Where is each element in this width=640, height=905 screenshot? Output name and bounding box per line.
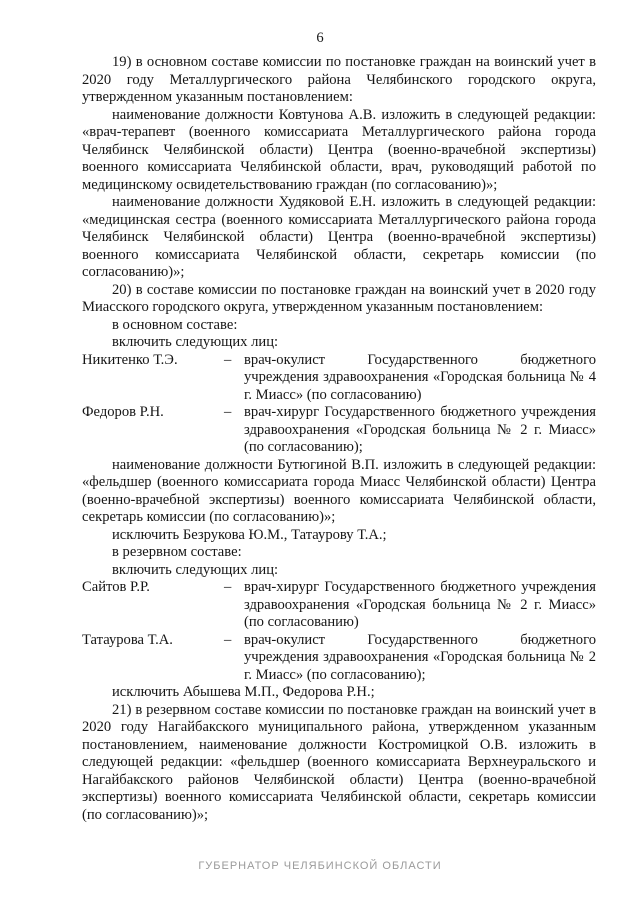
document-body	[82, 54, 596, 824]
include-persons-label: включить следующих лиц:	[112, 334, 279, 350]
exclude-persons-reserve: исключить Абышева М.П., Федорова Р.Н.;	[112, 684, 375, 700]
person-row	[82, 352, 596, 405]
person-position: врач-окулист Государственного бюджетного учреждения здравоохранения «Городская больница № 2 г. Миасс» (по согласованию);	[244, 631, 596, 683]
paragraph-19: 19) в основном составе комиссии по постановке граждан на воинский учет в 2020 году Металлургического района Челябинского городского округа, утвержденном указанным постановлением:	[82, 54, 596, 105]
person-row	[82, 632, 596, 685]
dash: –	[224, 631, 232, 648]
paragraph-21: 21) в резервном составе комиссии по постановке граждан на воинский учет в 2020 году Нагайбакского муниципального района, утвержденном указанным постановлением, наименование должности Костромицкой О.В. изложить в следующей редакции: «фельдшер (военного комиссариата Верхнеуральского и Нагайбакского районов Челябинской области) Центра (военно-врачебной экспертизы) военного комиссариата Челябинской области, секретарь комиссии (по согласованию)»;	[82, 701, 596, 823]
person-position: врач-хирург Государственного бюджетного учреждения здравоохранения «Городская больница № 2 г. Миасс» (по согласованию)	[244, 579, 596, 630]
paragraph-19-khudyakova: наименование должности Худяковой Е.Н. изложить в следующей редакции: «медицинская сестра (военного комиссариата Металлургического района города Челябинск Челябинской области) Центра (военно-врачебной экспертизы) военного комиссариата Челябинской области, секретарь комиссии (по согласованию)»;	[82, 194, 596, 280]
person-name: Никитенко Т.Э.	[82, 351, 178, 368]
person-row	[82, 579, 596, 632]
person-row	[82, 404, 596, 457]
person-name: Сайтов Р.Р.	[82, 579, 150, 595]
person-position: врач-окулист Государственного бюджетного учреждения здравоохранения «Городская больница № 4 г. Миасс» (по согласованию)	[244, 351, 596, 403]
exclude-persons-main: исключить Безрукова Ю.М., Татаурову Т.А.;	[112, 526, 387, 543]
footer-stamp-text: ГУБЕРНАТОР ЧЕЛЯБИНСКОЙ ОБЛАСТИ	[198, 860, 442, 872]
paragraph-20-butyugina: наименование должности Бутюгиной В.П. изложить в следующей редакции: «фельдшер (военного комиссариата города Миасс Челябинской области) Центра (военно-врачебной экспертизы) военного комиссариата Челябинской области, секретарь комиссии (по согласованию)»;	[82, 456, 596, 525]
dash: –	[224, 404, 232, 420]
dash: –	[224, 351, 232, 368]
main-composition-label: в основном составе:	[112, 316, 238, 333]
dash: –	[224, 579, 232, 595]
include-persons-label: включить следующих лиц:	[112, 561, 279, 578]
person-name: Федоров Р.Н.	[82, 404, 164, 420]
person-name: Татаурова Т.А.	[82, 631, 173, 648]
paragraph-20: 20) в составе комиссии по постановке граждан на воинский учет в 2020 году Миасского городского округа, утвержденном указанным постановлением:	[82, 281, 596, 315]
person-position: врач-хирург Государственного бюджетного учреждения здравоохранения «Городская больница № 2 г. Миасс» (по согласованию);	[244, 404, 596, 455]
paragraph-19-kovtunov: наименование должности Ковтунова А.В. изложить в следующей редакции: «врач-терапевт (военного комиссариата Металлургического района города Челябинск Челябинской области) Центра (военно-врачебной экспертизы) военного комиссариата Челябинской области, врач, руководящий работой по медицинскому освидетельствованию граждан (по согласованию)»;	[82, 106, 596, 193]
page-number: 6	[316, 30, 324, 46]
reserve-composition-label: в резервном составе:	[112, 544, 242, 560]
